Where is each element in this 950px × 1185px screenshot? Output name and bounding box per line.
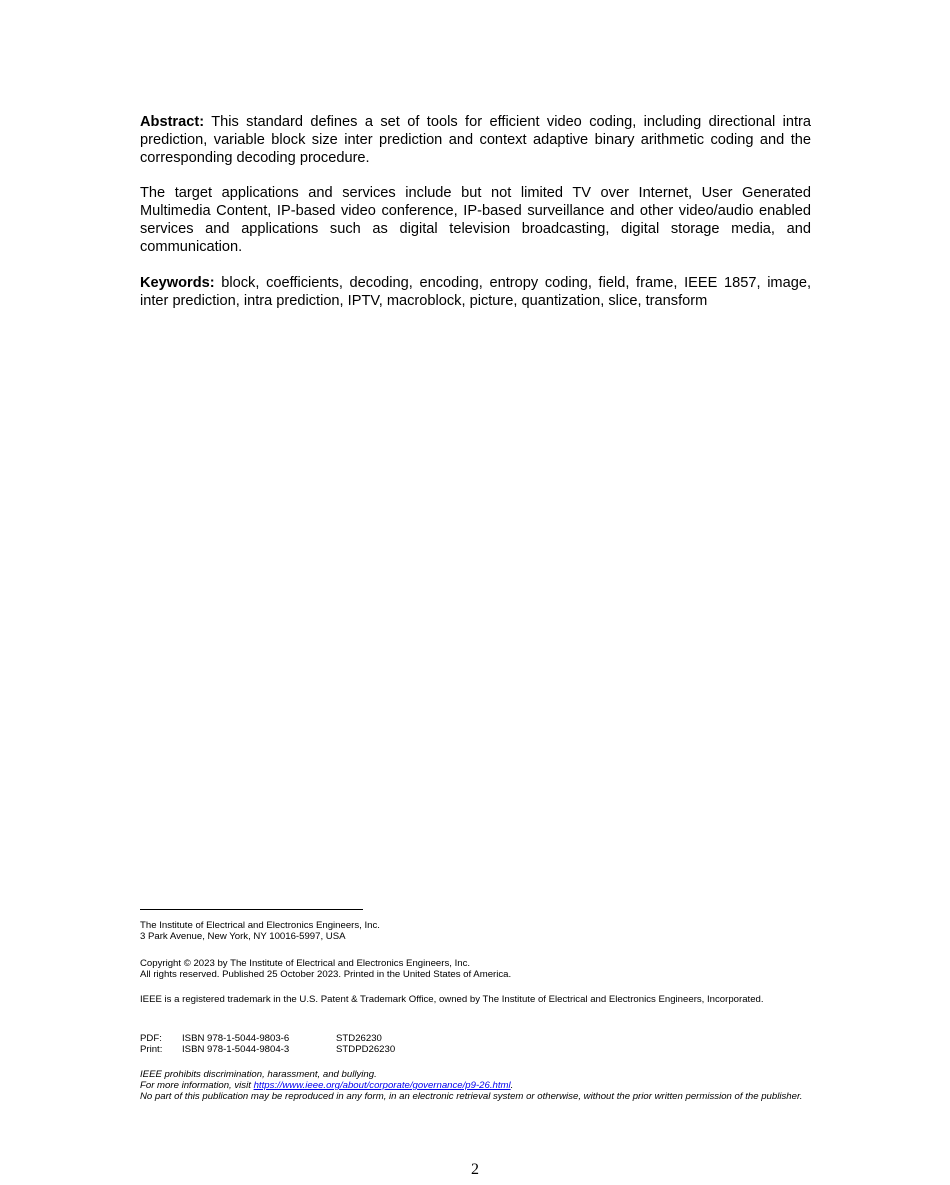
copyright-line: Copyright © 2023 by The Institute of Electrical and Electronics Engineers, Inc. [140, 958, 471, 969]
trademark-block [140, 994, 811, 1005]
isbn-block [140, 1033, 811, 1055]
info-line [140, 1080, 811, 1091]
isbn-code: STDPD26230 [336, 1044, 396, 1055]
isbn-format: PDF: [140, 1033, 162, 1044]
isbn-number: ISBN 978-1-5044-9804-3 [182, 1044, 290, 1055]
abstract-label: Abstract: [140, 114, 205, 130]
page-number: 2 [471, 1161, 479, 1178]
keywords-label: Keywords: [140, 275, 215, 291]
policy-block [140, 1069, 811, 1102]
abstract-text: This standard defines a set of tools for efficient video coding, including directional intra prediction, variable block size inter prediction and context adaptive binary arithmetic coding and the corresponding decoding procedure. [140, 114, 811, 166]
info-suffix: . [510, 1080, 514, 1091]
abstract-paragraph [140, 113, 811, 167]
isbn-format: Print: [140, 1044, 163, 1055]
rights-line: All rights reserved. Published 25 October 2023. Printed in the United States of America. [140, 969, 512, 980]
governance-link[interactable]: https://www.ieee.org/about/corporate/governance/p9-26.html [253, 1080, 511, 1091]
publisher-name: The Institute of Electrical and Electronics Engineers, Inc. [140, 920, 380, 931]
footnote-divider [140, 909, 363, 910]
isbn-row-pdf [140, 1033, 811, 1044]
keywords-paragraph [140, 274, 811, 310]
applications-text: The target applications and services include but not limited TV over Internet, User Generated Multimedia Content, IP-based video conference, IP-based surveillance and other video/audio enabled services and applications such as digital television broadcasting, digital storage media, and communication. [140, 185, 811, 255]
reproduction-notice: No part of this publication may be reproduced in any form, in an electronic retrieval system or otherwise, without the prior written permission of the publisher. [140, 1091, 803, 1102]
applications-paragraph [140, 184, 811, 256]
keywords-text: block, coefficients, decoding, encoding, entropy coding, field, frame, IEEE 1857, image, inter prediction, intra prediction, IPTV, macroblock, picture, quantization, slice, transform [140, 275, 811, 309]
publisher-block [140, 920, 811, 942]
copyright-block [140, 958, 811, 980]
policy-statement: IEEE prohibits discrimination, harassment, and bullying. [140, 1069, 377, 1080]
isbn-code: STD26230 [336, 1033, 382, 1044]
info-prefix: For more information, visit [140, 1080, 254, 1091]
isbn-row-print [140, 1044, 811, 1055]
trademark-notice: IEEE is a registered trademark in the U.S. Patent & Trademark Office, owned by The Institute of Electrical and Electronics Engineers, Incorporated. [140, 994, 764, 1005]
publisher-address: 3 Park Avenue, New York, NY 10016-5997, USA [140, 931, 346, 942]
isbn-number: ISBN 978-1-5044-9803-6 [182, 1033, 290, 1044]
